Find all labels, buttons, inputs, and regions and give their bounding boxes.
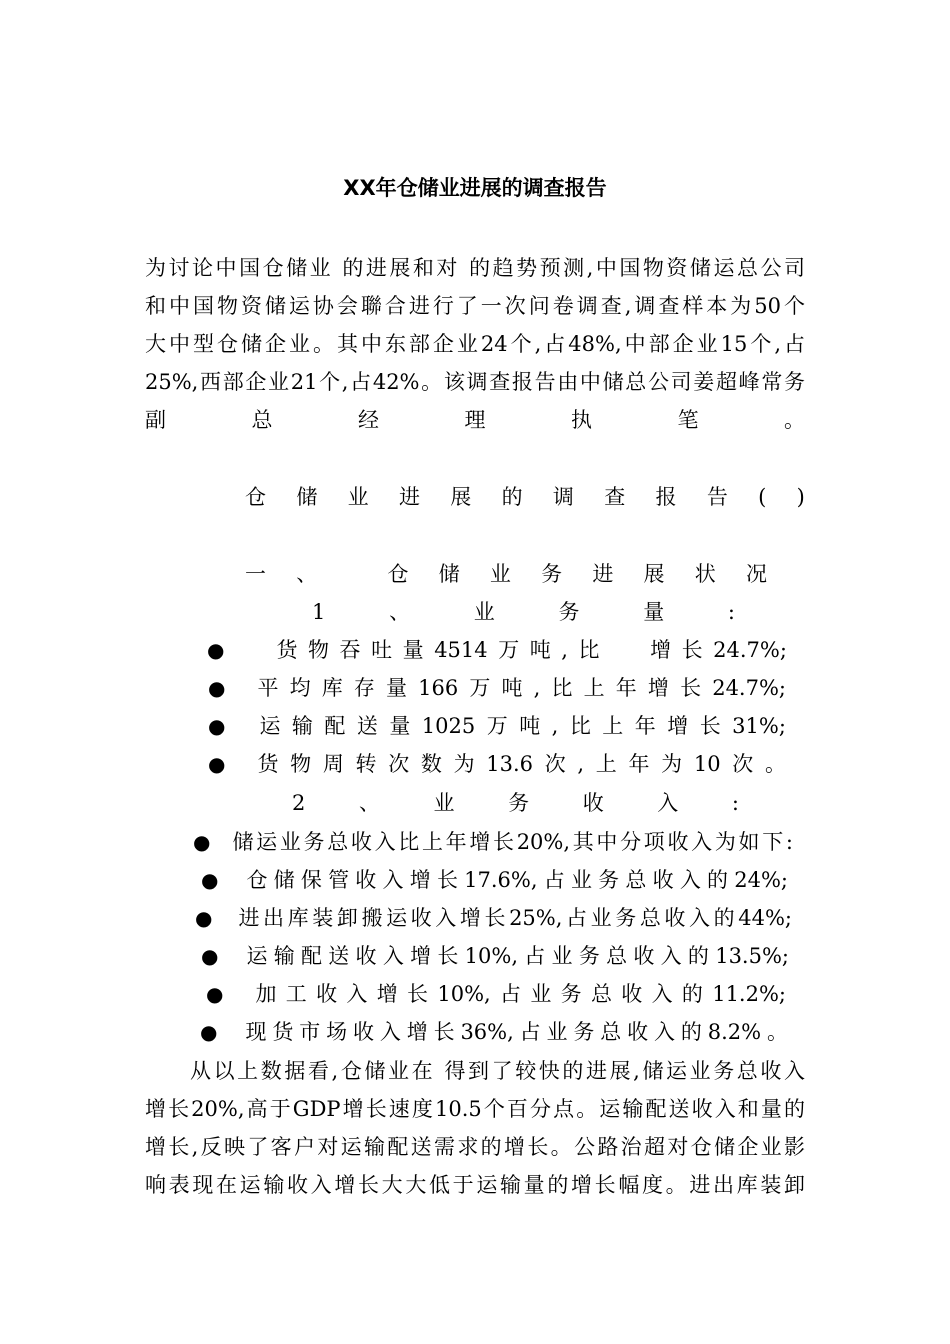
sub-char: : xyxy=(731,791,739,815)
section-char: 进 xyxy=(592,562,614,586)
heading-char: 调 xyxy=(552,485,574,509)
bullet-text: 运 输 配 送 量 1025 万 吨 , 比 上 年 增 长 31%; xyxy=(259,714,786,738)
bullet-icon: ● xyxy=(206,982,224,1006)
bullet-text: 货 物 周 转 次 数 为 13.6 次 , 上 年 为 10 次 。 xyxy=(257,752,786,776)
intro-last-char: 。 xyxy=(784,408,805,432)
document-title: XX年仓储业进展的调查报告 xyxy=(343,176,607,200)
intro-last-char: 执 xyxy=(571,408,592,432)
heading-char: 告 xyxy=(706,485,728,509)
bullet-text: 仓储保管收入增长17.6%,占业务总收入的24%; xyxy=(246,868,788,892)
bullet-icon: ● xyxy=(195,906,213,930)
sub-char: 1 xyxy=(312,600,326,624)
heading-char: 展 xyxy=(450,485,472,509)
sub-char: 务 xyxy=(558,600,580,624)
sub-char: 2 xyxy=(292,791,306,815)
sub-char: 量 xyxy=(643,600,665,624)
bullet-icon: ● xyxy=(207,638,225,662)
bullet-icon: ● xyxy=(208,676,226,700)
section-char: 况 xyxy=(745,562,767,586)
list-item xyxy=(207,631,787,669)
conclusion-line-1: 从以上数据看,仓储业在 得到了较快的进展,储运业务总收入 xyxy=(190,1059,805,1083)
heading-char: 报 xyxy=(655,485,677,509)
intro-line-3: 大中型仓储企业。其中东部企业24个,占48%,中部企业15个,占 xyxy=(145,332,805,356)
sub-char: 入 xyxy=(657,791,679,815)
intro-last-char: 总 xyxy=(251,408,273,432)
list-item xyxy=(201,937,789,975)
conclusion-line-2: 增长20%,高于GDP增长速度10.5个百分点。运输配送收入和量的 xyxy=(145,1097,805,1121)
bullet-icon: ● xyxy=(208,752,226,776)
bullet-text: 平 均 库 存 量 166 万 吨 , 比 上 年 增 长 24.7%; xyxy=(257,676,786,700)
bullet-text: 储运业务总收入比上年增长20%,其中分项收入为如下: xyxy=(232,830,793,854)
bullet-text: 现货市场收入增长36%,占业务总收入的8.2%。 xyxy=(245,1020,788,1044)
section-char: 状 xyxy=(694,562,716,586)
intro-last-char: 理 xyxy=(464,408,486,432)
section-char: 仓 xyxy=(387,562,409,586)
sub-char: : xyxy=(727,600,735,624)
heading-char: ) xyxy=(796,485,805,509)
sub-char: 、 xyxy=(358,791,380,815)
section-char: 业 xyxy=(489,562,511,586)
intro-line-1: 为讨论中国仓储业 的进展和对 的趋势预测,中国物资储运总公司 xyxy=(145,256,805,280)
heading-char: 仓 xyxy=(245,485,266,509)
sub-char: 务 xyxy=(508,791,530,815)
list-item xyxy=(195,899,792,937)
bullet-text: 运输配送收入增长10%,占业务总收入的13.5%; xyxy=(246,944,789,968)
bullet-icon: ● xyxy=(201,868,219,892)
heading-char: 业 xyxy=(347,485,369,509)
section-heading-1 xyxy=(245,555,767,593)
bullet-text: 进出库装卸搬运收入增长25%,占业务总收入的44%; xyxy=(238,906,792,930)
list-item xyxy=(193,823,793,861)
list-item xyxy=(208,669,786,707)
sub-char: 、 xyxy=(389,600,411,624)
intro-line-2: 和中国物资储运协会聯合进行了一次问卷调查,调查样本为50个 xyxy=(145,294,805,318)
bullet-icon: ● xyxy=(193,830,211,854)
intro-line-5 xyxy=(145,401,805,439)
sub-char: 业 xyxy=(433,791,455,815)
bullet-icon: ● xyxy=(200,1020,218,1044)
section-char: 展 xyxy=(643,562,665,586)
sub-char: 业 xyxy=(473,600,495,624)
bullet-icon: ● xyxy=(201,944,219,968)
sub-heading-2 xyxy=(292,784,739,822)
conclusion-line-3: 增长,反映了客户对运输配送需求的增长。公路治超对仓储企业影 xyxy=(145,1135,805,1159)
sub-char: 收 xyxy=(582,791,604,815)
heading-char: 的 xyxy=(501,485,523,509)
intro-last-char: 副 xyxy=(145,408,166,432)
section-char: 务 xyxy=(541,562,563,586)
bullet-text: 货 物 吞 吐 量 4514 万 吨 , 比 增 长 24.7%; xyxy=(276,638,787,662)
list-item xyxy=(201,861,788,899)
intro-line-4: 25%,西部企业21个,占42%。该调查报告由中储总公司姜超峰常务 xyxy=(145,370,805,394)
heading-char: 查 xyxy=(604,485,626,509)
heading-char: ( xyxy=(758,485,767,509)
list-item xyxy=(208,745,786,783)
section-char: 储 xyxy=(438,562,460,586)
sub-heading-1 xyxy=(312,593,735,631)
section-char: 一 xyxy=(245,562,266,586)
report-heading xyxy=(245,478,805,516)
intro-last-char: 经 xyxy=(358,408,379,432)
bullet-icon: ● xyxy=(208,714,226,738)
heading-char: 储 xyxy=(296,485,318,509)
intro-last-char: 笔 xyxy=(677,408,699,432)
list-item xyxy=(208,707,786,745)
heading-char: 进 xyxy=(398,485,420,509)
bullet-text: 加工收入增长10%,占业务总收入的11.2%; xyxy=(255,982,786,1006)
conclusion-line-4: 响表现在运输收入增长大大低于运输量的增长幅度。进出库装卸 xyxy=(145,1173,805,1197)
list-item xyxy=(200,1013,788,1051)
list-item xyxy=(206,975,786,1013)
section-char: 、 xyxy=(296,562,318,586)
